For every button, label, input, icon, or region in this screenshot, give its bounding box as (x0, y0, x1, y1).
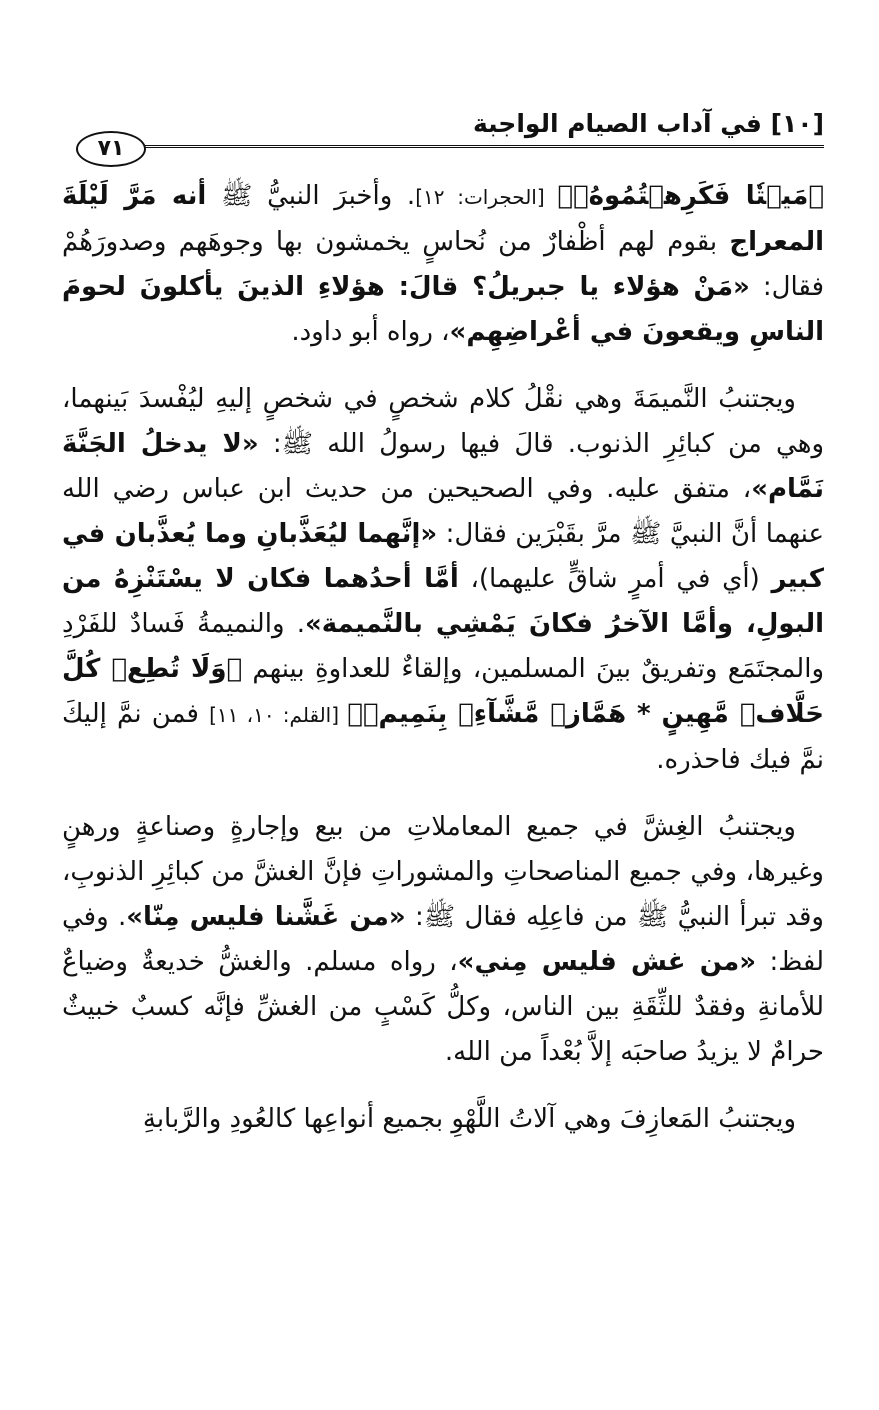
chapter-title: [١٠] في آداب الصيام الواجبة (472, 109, 824, 138)
hadith-quote: «لا يدخلُ الجَنَّةَ نَمَّام» (62, 429, 824, 504)
paragraph-ghish (62, 805, 824, 1075)
text-span: ويجتنبُ الغِشَّ في جميع المعاملاتِ من بيع وإجارةٍ وصناعةٍ ورهنٍ وغيرها، وفي جميع المناصحاتِ والمشوراتِ فإنَّ الغشَّ من كبائِرِ الذنوبِ، وقد تبرأ النبيُّ ﷺ من فاعِلِه فقال ﷺ: (62, 812, 824, 932)
text-span: ، متفق عليه. وفي الصحيحين من حديث ابن عباس رضي الله عنهما أنَّ النبيَّ ﷺ مرَّ بقَبْرَين فقال: (62, 474, 824, 549)
hadith-quote: «إنَّهما ليُعَذَّبانِ وما يُعذَّبان في كبير (62, 519, 824, 594)
main-text (62, 174, 824, 1164)
text-span: . وأخبرَ النبيُّ ﷺ (206, 181, 416, 211)
quran-citation: [القلم: ١٠، ١١] (209, 703, 348, 727)
paragraph-maazif (62, 1097, 824, 1142)
text-span: ، رواه مسلم. والغشُّ خديعةٌ وضياعٌ للأمانةِ وفقدٌ للثِّقَةِ بين الناس، وكلُّ كَسْبٍ من الغشِّ فإنَّه كسبٌ خبيثٌ حرامٌ لا يزيدُ صاحبَه إلاَّ بُعْداً من الله. (62, 947, 824, 1067)
hadith-quote: أنه مَرَّ لَيْلَةَ المعراج (62, 181, 824, 257)
paragraph-namimah (62, 377, 824, 783)
page-header (62, 104, 824, 168)
text-span: بقوم لهم أظْفارٌ من نُحاسٍ يخمشون بها وجوهَهم وصدورَهُمْ فقال: (62, 227, 824, 302)
quran-quote: ﴿وَلَا تُطِعۡ كُلَّ حَلَّافٖ مَّهِينٍ * هَمَّازٖ مَّشَّآءِۭ بِنَمِيمٖ﴾ (62, 654, 824, 729)
text-span: (أي في أمرٍ شاقٍّ عليهما)، (458, 564, 772, 594)
text-span: . وفي لفظ: (62, 902, 825, 977)
text-span: ، رواه أبو داود. (291, 317, 450, 347)
text-span: فمن نمَّ إليكَ نمَّ فيك فاحذره. (62, 699, 824, 775)
page-number: ٧١ (76, 131, 146, 167)
quran-quote: ﴿مَيۡتٗا فَكَرِهۡتُمُوهُۚ﴾ (557, 181, 824, 211)
header-rule (124, 145, 824, 151)
paragraph-backbiting (62, 174, 824, 355)
hadith-quote: «مَنْ هؤلاء يا جبريلُ؟ قالَ: هؤلاءِ الذينَ يأكلونَ لحومَ الناسِ ويقعونَ في أعْراضِهِم» (62, 272, 824, 347)
quran-citation: [الحجرات: ١٢] (415, 185, 558, 209)
hadith-quote: «من غَشَّنا فليس مِنّا» (126, 902, 406, 932)
hadith-quote: «من غش فليس مِني» (457, 947, 757, 977)
text-span: ويجتنبُ المَعازِفَ وهي آلاتُ اللَّهْوِ بجميع أنواعِها كالعُودِ والرَّبابةِ (142, 1104, 796, 1134)
text-span: . والنميمةُ فَسادٌ للفَرْدِ والمجتَمَع وتفريقٌ بينَ المسلمين، وإلقاءٌ للعداوةِ بينهم (62, 609, 824, 684)
text-span: ويجتنبُ النَّميمَةَ وهي نقْلُ كلام شخصٍ في شخصٍ إليهِ ليُفْسدَ بَينهما، وهي من كبائِرِ الذنوب. قالَ فيها رسولُ الله ﷺ: (62, 384, 824, 459)
hadith-quote: أمَّا أحدُهما فكان لا يسْتَنْزِهُ من البولِ، وأمَّا الآخرُ فكانَ يَمْشِي بالنَّميمة» (62, 564, 824, 639)
